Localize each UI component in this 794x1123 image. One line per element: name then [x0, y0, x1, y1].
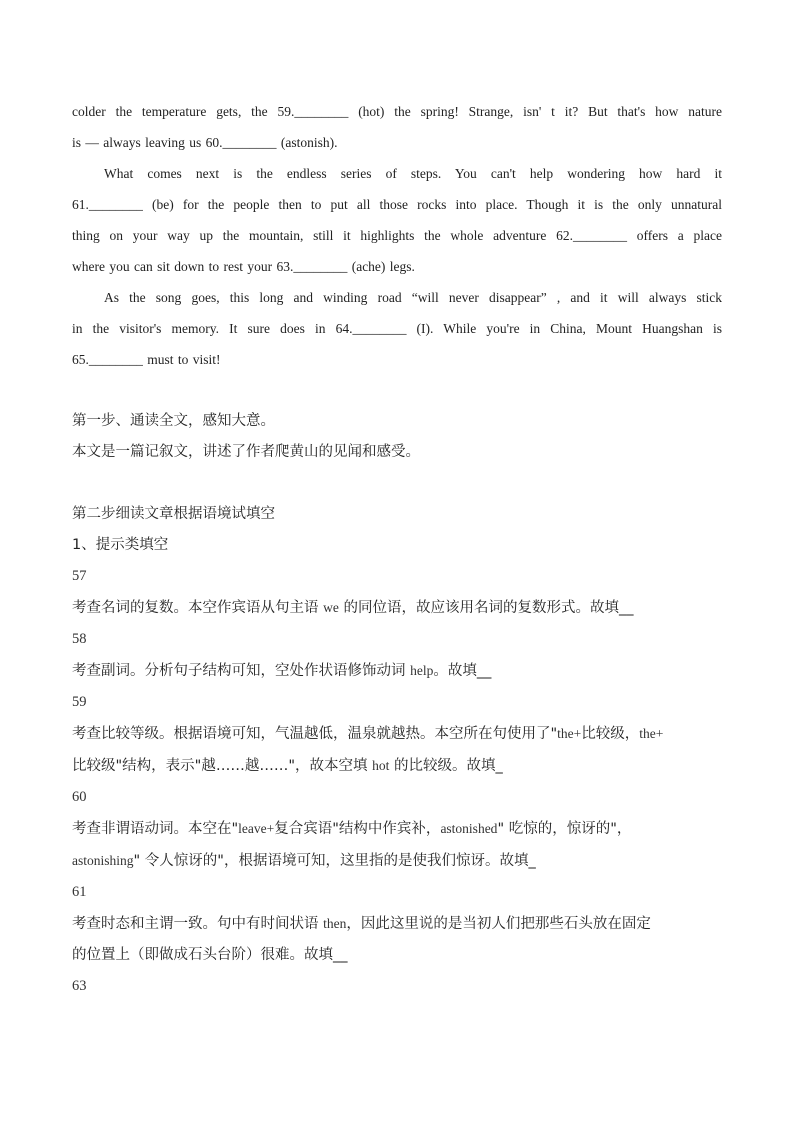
explanation-text: 考查时态和主谓一致。句中有时间状语 — [72, 916, 324, 932]
english-term: astonishing — [72, 853, 134, 868]
question-number: 63 — [72, 978, 87, 994]
explanation-text: 考查副词。分析句子结构可知，空处作状语修饰动词 — [72, 663, 411, 679]
explanation-text: 。故填__ — [433, 663, 492, 679]
document-page — [72, 96, 722, 1002]
explanation-line — [72, 592, 722, 624]
explanation-text: 考查名词的复数。本空作宾语从句主语 — [72, 600, 324, 616]
english-term: we — [323, 600, 339, 615]
passage-line: 61.________ (be) for the people then to put all those rocks into place. Though it is the only unnatural — [72, 197, 722, 212]
step2-subtitle: 1、提示类填空 — [72, 537, 169, 553]
explanation-text: 的比较级。故填_ — [389, 758, 503, 774]
passage-line: where you can sit down to rest your 63.________ (ache) legs. — [72, 259, 415, 274]
explanation-line — [72, 845, 722, 877]
explanation-line — [72, 813, 722, 845]
explanation-text: ，因此这里说的是当初人们把那些石头放在固定 — [346, 916, 651, 932]
explanation-text: 考查比较等级。根据语境可知，气温越低，温泉就越热。本空所在句使用了" — [72, 726, 558, 742]
english-term: help — [410, 663, 434, 678]
question-number: 58 — [72, 631, 87, 647]
explanation-line — [72, 908, 722, 940]
passage-line: As the song goes, this long and winding road “will never disappear” , and it will always stick — [104, 290, 722, 305]
question-number: 61 — [72, 884, 87, 900]
question-number: 57 — [72, 568, 87, 584]
answer-list — [72, 561, 722, 1002]
question-number: 59 — [72, 694, 87, 710]
passage-line: in the visitor's memory. It sure does in 64.________ (I). While you're in China, Mount Huangshan is — [72, 321, 722, 336]
english-term: then — [323, 916, 347, 931]
step2-title: 第二步细读文章根据语境试填空 — [72, 506, 275, 522]
explanation-text: 比较级"结构，表示"越……越……"，故本空填 — [72, 758, 373, 774]
passage-line: is — always leaving us 60.________ (astonish). — [72, 135, 338, 150]
explanation-line — [72, 718, 722, 750]
english-term: astonished — [440, 821, 498, 836]
explanation-line — [72, 655, 722, 687]
passage-line: 65.________ must to visit! — [72, 352, 221, 367]
step1-title: 第一步、通读全文，感知大意。 — [72, 413, 275, 429]
passage-line: thing on your way up the mountain, still it highlights the whole adventure 62.________ offers a place — [72, 228, 722, 243]
english-term: hot — [372, 758, 390, 773]
question-number: 60 — [72, 789, 87, 805]
english-term: leave+ — [238, 821, 275, 836]
explanation-text: 的同位语，故应该用名词的复数形式。故填__ — [338, 600, 634, 616]
explanation-text: 的位置上（即做成石头台阶）很难。故填__ — [72, 947, 348, 963]
english-term: the+ — [639, 726, 664, 741]
english-term: the+ — [557, 726, 582, 741]
passage-line: What comes next is the endless series of steps. You can't help wondering how hard it — [104, 166, 722, 181]
explanation-text: 考查非谓语动词。本空在" — [72, 821, 239, 837]
explanation-text: 比较级， — [581, 726, 640, 742]
explanation-text: " 吃惊的，惊讶的"， — [497, 821, 632, 837]
reading-passage — [72, 96, 722, 375]
passage-line: colder the temperature gets, the 59.________ (hot) the spring! Strange, isn' t it? But that's how nature — [72, 104, 722, 119]
explanation-line — [72, 750, 722, 782]
explanation-text: 复合宾语"结构中作宾补， — [274, 821, 441, 837]
explanation-line — [72, 940, 722, 971]
step1-summary: 本文是一篇记叙文，讲述了作者爬黄山的见闻和感受。 — [72, 444, 420, 460]
explanation-text: " 令人惊讶的"，根据语境可知，这里指的是使我们惊讶。故填_ — [133, 853, 536, 869]
